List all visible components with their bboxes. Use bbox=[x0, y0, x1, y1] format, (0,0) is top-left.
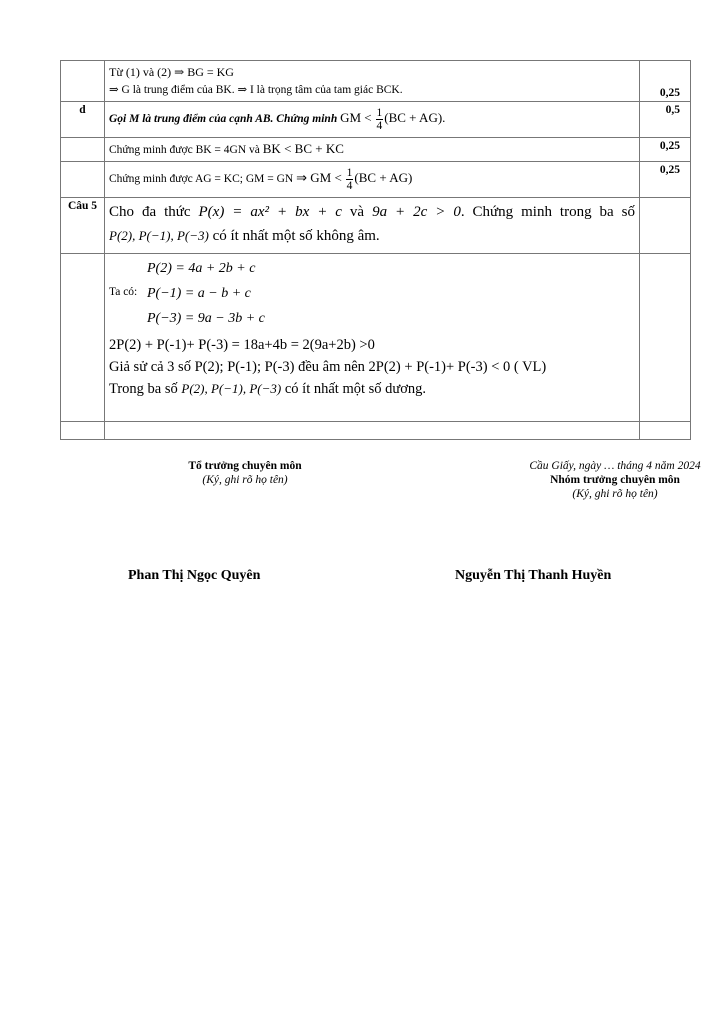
frac-num: 1 bbox=[376, 107, 383, 119]
row-content bbox=[105, 138, 640, 162]
math-expr: BK < BC + KC bbox=[262, 141, 344, 156]
content-line: ⇒ G là trung điểm của BK. ⇒ I là trọng tâm của tam giác BCK. bbox=[109, 84, 403, 96]
content-text: Chứng minh được BK = 4GN và bbox=[109, 144, 260, 156]
empty-cell bbox=[61, 422, 105, 440]
row-label bbox=[61, 61, 105, 102]
q-vals: P(2), P(−1), P(−3) bbox=[109, 228, 209, 243]
empty-cell bbox=[105, 422, 640, 440]
points: 0,25 bbox=[640, 138, 691, 162]
equation: P(−3) = 9a − 3b + c bbox=[147, 311, 265, 326]
points: 0,5 bbox=[640, 102, 691, 138]
table-row bbox=[61, 254, 691, 422]
points-cell bbox=[640, 61, 691, 102]
row-label bbox=[61, 162, 105, 198]
q-suffix: . Chứng minh trong ba số bbox=[460, 204, 636, 220]
solution-lines bbox=[109, 334, 635, 400]
signature-date: Cầu Giấy, ngày … tháng 4 năm 2024 bbox=[529, 460, 701, 472]
row-label-empty bbox=[61, 254, 105, 422]
table-row bbox=[61, 61, 691, 102]
equation-lines bbox=[109, 256, 635, 331]
math-rhs: (BC + AG). bbox=[384, 110, 446, 126]
right-signature-title: Nhóm trưởng chuyên môn bbox=[550, 474, 680, 486]
left-signature-title: Tổ trưởng chuyên môn bbox=[188, 460, 302, 472]
table-row bbox=[61, 162, 691, 198]
q-and: và bbox=[349, 204, 365, 220]
q-end: có ít nhất một số không âm. bbox=[212, 228, 380, 244]
content-line: Từ (1) và (2) ⇒ BG = KG bbox=[109, 65, 234, 79]
row-content bbox=[105, 102, 640, 138]
equation: P(2) = 4a + 2b + c bbox=[147, 261, 256, 276]
frac-den: 4 bbox=[346, 180, 353, 192]
row-content bbox=[105, 61, 640, 102]
points: 0,25 bbox=[659, 87, 680, 99]
frac-den: 4 bbox=[376, 120, 383, 132]
solution-content bbox=[105, 254, 640, 422]
left-signer-name: Phan Thị Ngọc Quyên bbox=[128, 568, 261, 583]
table-row bbox=[61, 422, 691, 440]
ta-co-label: Ta có: bbox=[109, 286, 138, 298]
empty-cell bbox=[640, 422, 691, 440]
math-rhs: (BC + AG) bbox=[354, 170, 413, 186]
points: 0,25 bbox=[640, 162, 691, 198]
row-content bbox=[105, 162, 640, 198]
solution-line bbox=[109, 378, 635, 400]
math-lhs: GM < bbox=[340, 110, 372, 126]
row-label: d bbox=[61, 102, 105, 138]
math-lhs: ⇒ GM < bbox=[296, 170, 342, 186]
q-cond: 9a + 2c > 0 bbox=[372, 204, 461, 220]
content-text: Chứng minh được AG = KC; GM = GN bbox=[109, 173, 294, 186]
l3-vals: P(2), P(−1), P(−3) bbox=[181, 381, 282, 396]
table-row bbox=[61, 138, 691, 162]
fraction bbox=[346, 167, 354, 192]
l3-prefix: Trong ba số bbox=[109, 381, 178, 397]
frac-num: 1 bbox=[346, 167, 353, 179]
l3-suffix: có ít nhất một số dương. bbox=[284, 381, 427, 397]
table-row bbox=[61, 102, 691, 138]
fraction bbox=[376, 107, 384, 132]
equations-block bbox=[109, 256, 635, 332]
solution-line: Giả sử cả 3 số P(2); P(-1); P(-3) đều âm nên 2P(2) + P(-1)+ P(-3) < 0 ( VL) bbox=[109, 359, 547, 375]
row-label bbox=[61, 138, 105, 162]
right-signature-note: (Ký, ghi rõ họ tên) bbox=[572, 488, 658, 500]
points-empty bbox=[640, 254, 691, 422]
table-row bbox=[61, 198, 691, 254]
left-signature-block bbox=[150, 460, 340, 486]
solution-line: 2P(2) + P(-1)+ P(-3) = 18a+4b = 2(9a+2b) >0 bbox=[109, 337, 375, 353]
right-signer-name: Nguyễn Thị Thanh Huyền bbox=[455, 568, 612, 583]
question-content bbox=[105, 198, 640, 254]
q-poly: P(x) = ax² + bx + c bbox=[198, 204, 342, 220]
answer-table bbox=[60, 60, 691, 440]
right-signature-block bbox=[500, 460, 725, 500]
question-label: Câu 5 bbox=[61, 198, 105, 254]
q-prefix: Cho đa thức bbox=[109, 204, 191, 220]
equation: P(−1) = a − b + c bbox=[147, 286, 251, 301]
points-empty bbox=[640, 198, 691, 254]
question-text: Gọi M là trung điểm của cạnh AB. Chứng minh bbox=[109, 113, 338, 126]
left-signature-note: (Ký, ghi rõ họ tên) bbox=[202, 474, 288, 486]
